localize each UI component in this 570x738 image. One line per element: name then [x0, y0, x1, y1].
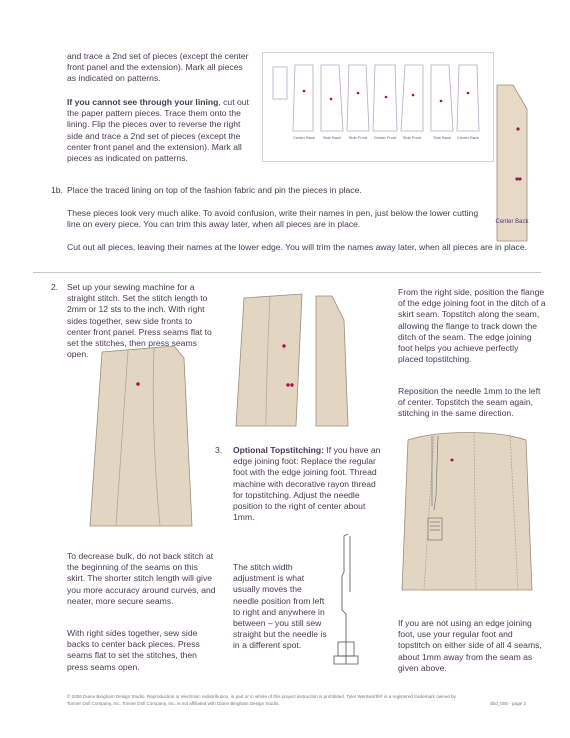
step-3-number: 3.	[215, 445, 223, 455]
pattern-piece-5	[401, 65, 423, 131]
extension-pattern	[273, 67, 287, 99]
step-2-number: 2.	[51, 282, 59, 292]
pattern-piece-7	[457, 65, 479, 131]
intro-paragraph: and trace a 2nd set of pieces (except the center front panel and the extension). Mark all pieces as indicated on patterns.	[67, 51, 249, 84]
copyright-line-1: © 2006 Diane Bingham Design Studio. Reproduction or electronic redistribution, in part or in whole of this project instruction is prohibited. Tyler Wentworth® is a registered trademark owned by	[67, 694, 456, 699]
pattern-label-5: Side Front	[402, 135, 422, 140]
step-2-text: Set up your sewing machine for a straight stitch. Set the stitch length to 2mm or 12 sts to the inch. With right sides together, sew side fronts to center front panel. Press seams flat to set the stitches, then press seams open.	[67, 282, 212, 360]
step-3-body: If you have an edge joining foot: Replace the regular foot with the edge joining foot. Thread machine with decorative rayon thread for topstitching. Adjust the needle position to the right of center about 1mm.	[233, 445, 381, 523]
skirt-back-pieces-illustration	[232, 290, 356, 430]
step-3-heading: Optional Topstitching:	[233, 445, 325, 455]
pattern-piece-1	[293, 65, 313, 131]
cut-out-paragraph: Cut out all pieces, leaving their names at the lower edge. You will trim the names away later, when all pieces are in place.	[67, 242, 528, 252]
skirt-front-svg	[88, 344, 200, 530]
pattern-piece-2	[321, 65, 343, 131]
pattern-pieces-svg	[263, 53, 495, 163]
lining-paragraph	[67, 97, 249, 164]
pattern-label-3: Side Front	[348, 135, 368, 140]
pattern-piece-3	[347, 65, 369, 131]
page-number: dbd_005 - page 2	[490, 701, 527, 706]
skirt-front-illustration	[88, 344, 200, 530]
copyright-line-2: Tonner Doll Company, Inc. Tonner Doll Company, Inc. is not affiliated with Diane Bingham Design Studio.	[67, 701, 280, 706]
center-back-piece-svg	[493, 83, 529, 243]
skirt-back-pieces-svg	[232, 290, 356, 430]
pattern-pieces-illustration	[262, 52, 494, 162]
step-1b-number: 1b.	[51, 185, 63, 195]
lining-paragraph-heading: If you cannot see through your lining	[67, 97, 219, 107]
stitch-width-paragraph: The stitch width adjustment is what usually moves the needle position from left to right and anywhere in between – you still sew straight but the needle is in a different spot.	[233, 562, 327, 651]
decrease-bulk-paragraph: To decrease bulk, do not back stitch at the beginning of the seams on this skirt. The shorter stitch length will give you more accuracy around curves, and neater, more secure seams.	[67, 551, 216, 606]
topstitched-skirt-svg	[398, 426, 536, 592]
topstitched-skirt-illustration	[398, 426, 536, 592]
side-backs-paragraph: With right sides together, sew side backs to center back pieces. Press seams flat to set the stitches, then press seams open.	[67, 628, 200, 672]
right-side-paragraph: From the right side, position the flange of the edge joining foot in the ditch of a skirt seam. Topstitch along the seam, allowing the flange to track down the ditch of the seam. The edge joining foot helps you achieve perfectly placed topstitching.	[398, 287, 546, 365]
confusion-paragraph: These pieces look very much alike. To avoid confusion, write their names in pen, just below the lower cutting line on every piece. You can trim this away later, when all pieces are in place.	[67, 208, 479, 230]
edge-joining-foot-svg	[326, 532, 366, 672]
not-using-foot-paragraph: If you are not using an edge joining foot, use your regular foot and topstitch on either side of all 4 seams, about 1mm away from the seam as given above.	[398, 618, 542, 673]
pattern-label-1: Center Back	[292, 135, 316, 140]
reposition-paragraph: Reposition the needle 1mm to the left of center. Topstitch the seam again, stitching in the same direction.	[398, 386, 541, 419]
pattern-label-7: Center Back	[456, 135, 480, 140]
pattern-piece-4	[373, 65, 397, 131]
lining-paragraph-body: , cut out the paper pattern pieces. Trace them onto the lining. Flip the pieces over to reverse the right side and trace a 2nd set of pieces (except the center front panel and the extension). Mark all pieces as indicated on patterns.	[67, 97, 249, 164]
pattern-label-4: Center Front	[373, 135, 397, 140]
center-back-piece-illustration	[493, 83, 529, 243]
pattern-label-2: Side Back	[322, 135, 342, 140]
step-3-text	[233, 445, 381, 523]
center-back-piece-label: Center Back	[495, 219, 529, 225]
pattern-label-6: Side Back	[432, 135, 452, 140]
step-1b-text: Place the traced lining on top of the fashion fabric and pin the pieces in place.	[67, 185, 362, 195]
pattern-piece-6	[431, 65, 453, 131]
edge-joining-foot-illustration	[326, 532, 366, 672]
section-divider	[33, 272, 541, 273]
